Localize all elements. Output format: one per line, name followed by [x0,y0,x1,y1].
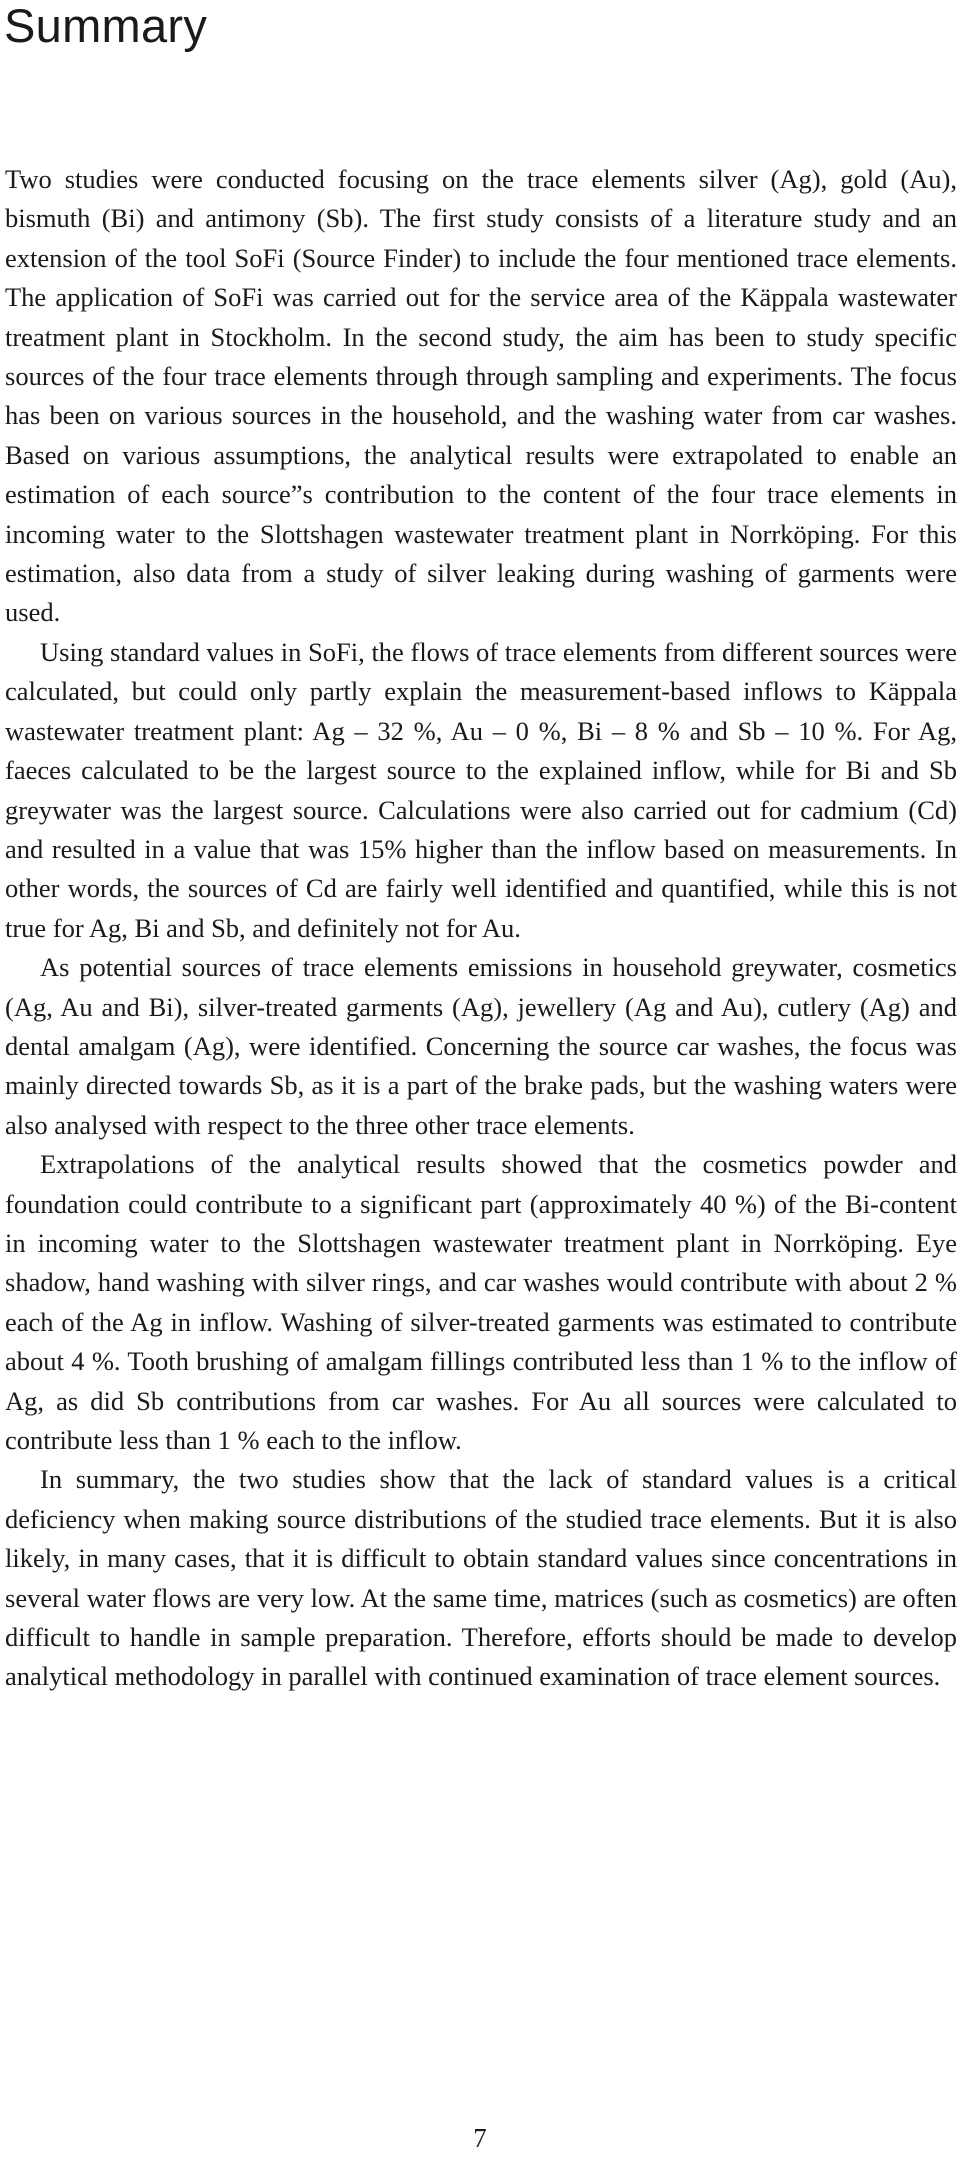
page-number: 7 [473,2123,487,2153]
paragraph: Two studies were conducted focusing on the trace elements silver (Ag), gold (Au), bismuth (Bi) and antimony (Sb). The first study consists of a literature study and an extension of the tool SoFi (Source Finder) to include the four mentioned trace elements. The application of SoFi was carried out for the service area of the Käppala wastewater treatment plant in Stockholm. In the second study, the aim has been to study specific sources of the four trace elements through through sampling and experiments. The focus has been on various sources in the household, and the washing water from car washes. Based on various assumptions, the analytical results were extrapolated to enable an estimation of each source”s contribution to the content of the four trace elements in incoming water to the Slottshagen wastewater treatment plant in Norrköping. For this estimation, also data from a study of silver leaking during washing of garments were used. [5,164,957,628]
paragraph: In summary, the two studies show that the lack of standard values is a critical deficiency when making source distributions of the studied trace elements. But it is also likely, in many cases, that it is difficult to obtain standard values since concentrations in several water flows are very low. At the same time, matrices (such as cosmetics) are often difficult to handle in sample preparation. Therefore, efforts should be made to develop analytical methodology in parallel with continued examination of trace element sources. [5,1464,957,1692]
page-title: Summary [4,0,208,52]
paragraph: Using standard values in SoFi, the flows of trace elements from different sources were calculated, but could only partly explain the measurement-based inflows to Käppala wastewater treatment plant: Ag – 32 %, Au – 0 %, Bi – 8 % and Sb – 10 %. For Ag, faeces calculated to be the largest source to the explained inflow, while for Bi and Sb greywater was the largest source. Calculations were also carried out for cadmium (Cd) and resulted in a value that was 15% higher than the inflow based on measurements. In other words, the sources of Cd are fairly well identified and quantified, while this is not true for Ag, Bi and Sb, and definitely not for Au. [5,636,957,943]
paragraph: As potential sources of trace elements emissions in household greywater, cosmetics (Ag, Au and Bi), silver-treated garments (Ag), jewellery (Ag and Au), cutlery (Ag) and dental amalgam (Ag), were identified. Concerning the source car washes, the focus was mainly directed towards Sb, as it is a part of the brake pads, but the washing waters were also analysed with respect to the three other trace elements. [5,952,957,1140]
summary-body [5,160,957,1697]
paragraph: Extrapolations of the analytical results showed that the cosmetics powder and foundation could contribute to a significant part (approximately 40 %) of the Bi-content in incoming water to the Slottshagen wastewater treatment plant in Norrköping. Eye shadow, hand washing with silver rings, and car washes would contribute with about 2 % each of the Ag in inflow. Washing of silver-treated garments was estimated to contribute about 4 %. Tooth brushing of amalgam fillings contributed less than 1 % to the inflow of Ag, as did Sb contributions from car washes. For Au all sources were calculated to contribute less than 1 % each to the inflow. [5,1149,957,1455]
